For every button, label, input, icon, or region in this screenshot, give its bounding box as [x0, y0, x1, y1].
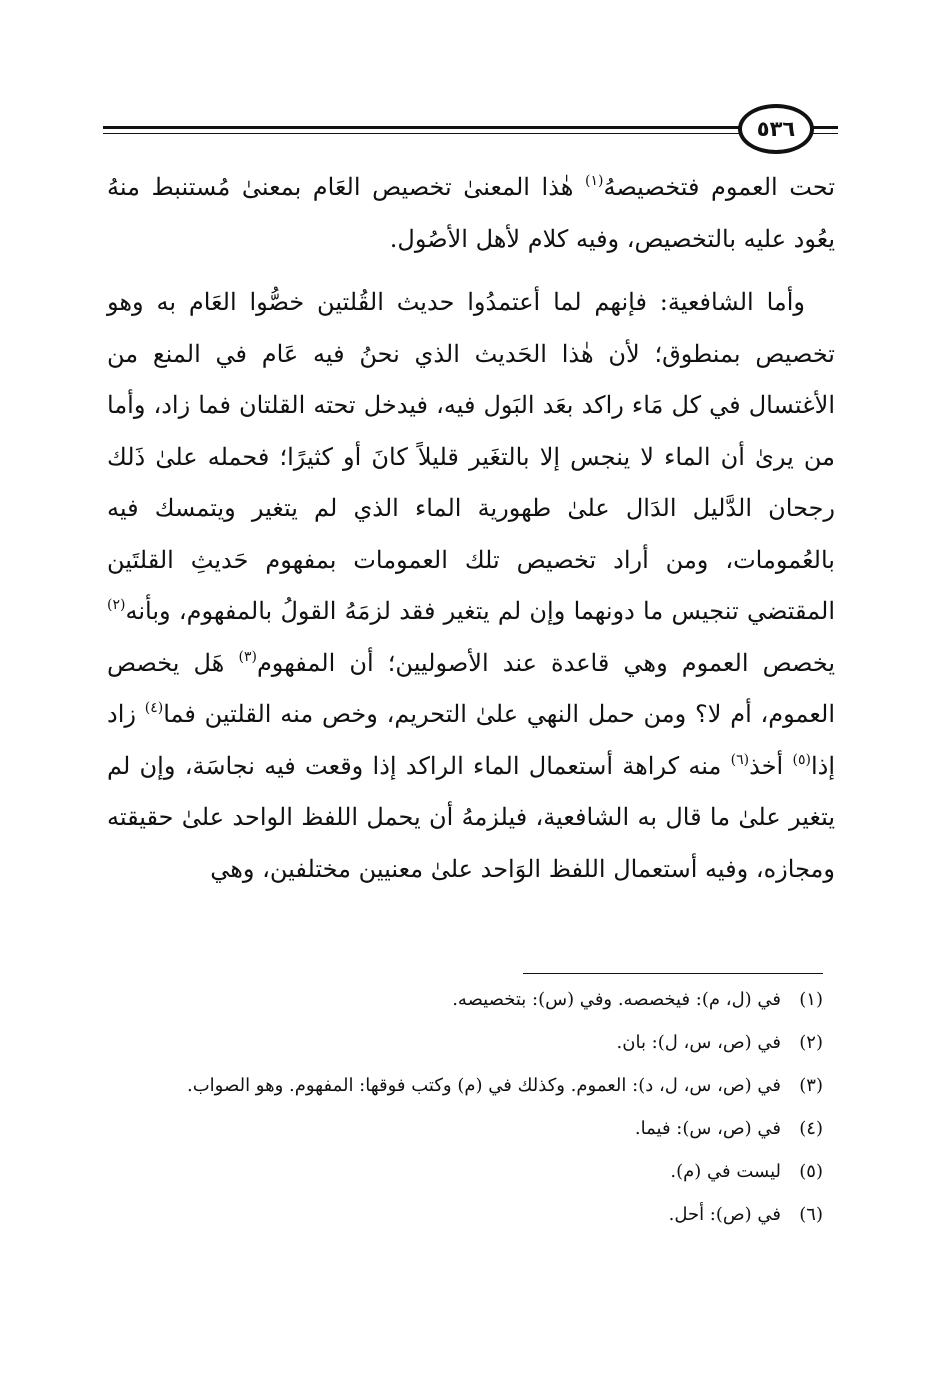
- footnote-number: (٣): [799, 1075, 823, 1096]
- body-text: [107, 162, 835, 895]
- footnotes: [111, 985, 823, 1243]
- footnote-ref-4[interactable]: (٤): [144, 700, 164, 716]
- header-rule-thick: [103, 126, 806, 129]
- footnote-2: [111, 1028, 823, 1057]
- header-rule-right-thin: [810, 133, 838, 134]
- page-number: ٥٣٦: [738, 104, 814, 154]
- footnote-number: (٢): [799, 1032, 823, 1053]
- header-rule-right-thick: [810, 126, 838, 129]
- footnote-ref-3[interactable]: (٣): [238, 648, 257, 665]
- footnote-number: (٤): [799, 1118, 823, 1139]
- footnote-ref-5[interactable]: (٥): [792, 751, 811, 768]
- footnote-number: (٥): [799, 1161, 823, 1182]
- footnote-text: في (ص): أحل.: [668, 1204, 781, 1225]
- footnote-number: (١): [799, 989, 823, 1010]
- footnote-3: [111, 1071, 823, 1100]
- paragraph-1: تحت العموم فتخصيصهُ$^{(١)}$ هٰذا المعنىٰ تخصيص العَام بمعنىٰ مُستنبط منهُ يعُود عليه بالتخصيص، وفيه كلام لأهل الأصُول.: [107, 173, 835, 253]
- footnote-text: في (ل، م): فيخصصه. وفي (س): بتخصيصه.: [452, 989, 781, 1010]
- footnote-4: [111, 1114, 823, 1143]
- footnote-ref-2[interactable]: (٢): [107, 597, 126, 613]
- header-rule-thin: [103, 133, 806, 134]
- footnote-text: في (ص، س، ل، د): العموم. وكذلك في (م) وكتب فوقها: المفهوم. وهو الصواب.: [187, 1075, 781, 1096]
- footnote-ref-6[interactable]: (٦): [730, 751, 750, 768]
- footnote-separator: [523, 973, 823, 974]
- footnote-ref-1[interactable]: (١): [585, 173, 604, 189]
- footnote-5: [111, 1157, 823, 1186]
- footnote-6: [111, 1200, 823, 1229]
- paragraph-2: وأما الشافعية: فإنهم لما أعتمدُوا حديث القُلتين خصُّوا العَام به وهو تخصيص بمنطوق؛ لأن هٰذا الحَديث الذي نحنُ فيه عَام في المنع من الأغتسال في كل مَاء راكد بعَد البَول فيه، فيدخل تحته القلتان فما زاد، وأما من يرىٰ أن الماء لا ينجس إلا بالتغَير قليلاً كانَ أو كثيرًا؛ فحمله علىٰ ذَلك رجحان الدَّليل الدَال علىٰ طهورية الماء الذي لم يتغير ويتمسك فيه بالعُمومات، ومن أراد تخصيص تلك العمومات بمفهوم حَديثِ القلتَين المقتضي تنجيس ما دونهما وإن لم يتغير فقد لزمَهُ القولُ بالمفهوم، وبأنه$^{(٢)}$ يخصص العموم وهي قاعدة عند الأصوليين؛ أن المفهوم$^{(٣)}$ هَل يخصص العموم، أم لا؟ ومن حمل النهي علىٰ التحريم، وخص منه القلتين فما$^{(٤)}$ زاد إذا$^{(٥)}$ أخذ$^{(٦)}$ منه كراهة أستعمال الماء الراكد إذا وقعت فيه نجاسَة، وإن لم يتغير علىٰ ما قال به الشافعية، فيلزمهُ أن يحمل اللفظ الواحد علىٰ حقيقته ومجازه، وفيه أستعمال اللفظ الوَاحد علىٰ معنيين مختلفين، وهي: [107, 288, 836, 883]
- footnote-text: ليست في (م).: [670, 1161, 781, 1182]
- footnote-1: [111, 985, 823, 1014]
- footnote-text: في (ص، س): فيما.: [634, 1118, 781, 1139]
- footnote-text: في (ص، س، ل): بان.: [616, 1032, 781, 1053]
- footnote-number: (٦): [799, 1204, 823, 1225]
